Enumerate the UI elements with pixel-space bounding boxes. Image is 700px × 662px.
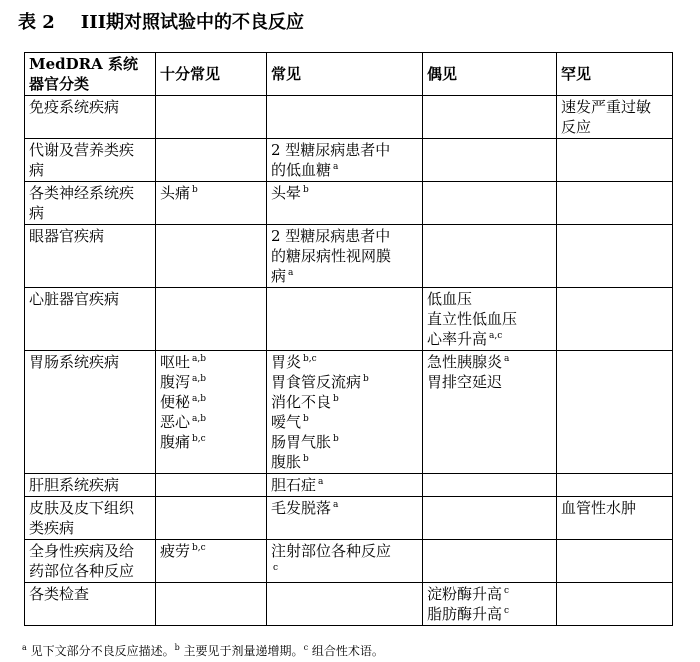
reaction-item (427, 372, 552, 392)
table-footnote (22, 642, 384, 659)
footnote-marker: a (22, 643, 27, 652)
table-row (25, 225, 673, 288)
table-title (18, 8, 304, 34)
reaction-item (160, 183, 262, 203)
table-number: 表 2 (18, 12, 55, 33)
cell-uncommon (423, 225, 557, 288)
footnote-marker: a (288, 268, 294, 278)
cell-common (267, 351, 423, 474)
reaction-item (427, 584, 552, 604)
reaction-text: 疲劳 (160, 542, 191, 560)
table-row (25, 96, 673, 139)
footnote-marker: c (504, 586, 510, 596)
reaction-item (271, 226, 418, 246)
soc-text: 药部位各种反应 (29, 562, 135, 580)
soc-text: 类疾病 (29, 519, 75, 537)
cell-common (267, 497, 423, 540)
header-common: 常见 (267, 53, 423, 96)
footnote-marker: b,c (303, 354, 317, 364)
reaction-item (561, 498, 668, 518)
cell-rare (557, 583, 673, 626)
cell-very-common (156, 540, 267, 583)
reaction-text: 腹胀 (271, 453, 302, 471)
reaction-item (160, 372, 262, 392)
cell-uncommon (423, 497, 557, 540)
reaction-text: 腹痛 (160, 433, 191, 451)
reaction-text: 胃食管反流病 (271, 373, 362, 391)
reaction-text: 的低血糖 (271, 161, 332, 179)
soc-text: 眼器官疾病 (29, 227, 105, 245)
cell-uncommon (423, 288, 557, 351)
reaction-text: 淀粉酶升高 (427, 585, 503, 603)
reaction-text: 2 型糖尿病患者中 (271, 141, 391, 159)
cell-rare (557, 139, 673, 182)
cell-very-common (156, 225, 267, 288)
footnote-marker: a (333, 500, 339, 510)
cell-soc (25, 288, 156, 351)
reaction-text: 注射部位各种反应 (271, 542, 392, 560)
footnote-marker: b (192, 185, 198, 195)
cell-soc (25, 351, 156, 474)
cell-uncommon (423, 474, 557, 497)
cell-very-common (156, 288, 267, 351)
footnote-marker: a,b (192, 354, 207, 364)
table-row (25, 474, 673, 497)
reaction-text: 脂肪酶升高 (427, 605, 503, 623)
cell-soc (25, 474, 156, 497)
footnote-text: 组合性术语。 (308, 644, 384, 658)
soc-text: 心脏器官疾病 (29, 290, 120, 308)
cell-common (267, 139, 423, 182)
footnote-text: 见下文部分不良反应描述。 (26, 644, 175, 658)
footnote-marker: a,b (192, 374, 207, 384)
reaction-item (271, 452, 418, 472)
footnote-marker: b (333, 394, 339, 404)
reaction-text: 嗳气 (271, 413, 302, 431)
reaction-text: 便秘 (160, 393, 191, 411)
header-very-common: 十分常见 (156, 53, 267, 96)
reaction-item (271, 475, 418, 495)
reaction-item (271, 372, 418, 392)
soc-text: 各类检查 (29, 585, 90, 603)
header-soc-line: 系统器官分类 (29, 55, 138, 93)
cell-uncommon (423, 182, 557, 225)
reaction-text: 头痛 (160, 184, 191, 202)
reaction-item (271, 352, 418, 372)
footnote-marker: a (504, 354, 510, 364)
reaction-text: 消化不良 (271, 393, 332, 411)
reaction-item (271, 160, 418, 180)
footnote-marker: b,c (192, 434, 206, 444)
cell-uncommon (423, 96, 557, 139)
table-caption: III期对照试验中的不良反应 (80, 12, 305, 33)
cell-common (267, 182, 423, 225)
reaction-item (561, 97, 668, 117)
soc-text: 病 (29, 204, 45, 222)
cell-common (267, 288, 423, 351)
reaction-text: 的糖尿病性视网膜 (271, 247, 392, 265)
reaction-text: 速发严重过敏 (561, 98, 652, 116)
soc-text: 全身性疾病及给 (29, 542, 135, 560)
footnote-marker: b (174, 643, 180, 652)
cell-rare (557, 497, 673, 540)
cell-rare (557, 182, 673, 225)
cell-rare (557, 225, 673, 288)
reaction-item (160, 412, 262, 432)
reaction-item (271, 412, 418, 432)
footnote-marker: b (303, 454, 309, 464)
reaction-text: 头晕 (271, 184, 302, 202)
footnote-marker: b (363, 374, 369, 384)
cell-common (267, 474, 423, 497)
cell-common (267, 225, 423, 288)
reaction-text: 2 型糖尿病患者中 (271, 227, 391, 245)
table-row (25, 139, 673, 182)
reaction-item (561, 117, 668, 137)
cell-very-common (156, 96, 267, 139)
footnote-marker: b (303, 185, 309, 195)
reaction-text: 胃炎 (271, 353, 302, 371)
cell-common (267, 96, 423, 139)
footnote-marker: b (303, 414, 309, 424)
footnote-marker: c (273, 563, 279, 573)
cell-soc (25, 497, 156, 540)
cell-common (267, 583, 423, 626)
table-row (25, 182, 673, 225)
footnote-text: 主要见于剂量递增期。 (179, 644, 304, 658)
reaction-text: 血管性水肿 (561, 499, 637, 517)
cell-common (267, 540, 423, 583)
cell-uncommon (423, 540, 557, 583)
reaction-item (271, 246, 418, 266)
footnote-marker: b,c (192, 543, 206, 553)
cell-soc (25, 139, 156, 182)
reaction-text: 低血压 (427, 290, 473, 308)
footnote-marker: a (333, 162, 339, 172)
reaction-item (160, 432, 262, 452)
reaction-item (271, 392, 418, 412)
reaction-text: 腹泻 (160, 373, 191, 391)
reaction-item (427, 289, 552, 309)
cell-very-common (156, 351, 267, 474)
reaction-item (271, 183, 418, 203)
table-row (25, 288, 673, 351)
table-row (25, 583, 673, 626)
reaction-text: 反应 (561, 118, 592, 136)
reaction-item (271, 498, 418, 518)
cell-rare (557, 351, 673, 474)
reaction-text: 心率升高 (427, 330, 488, 348)
cell-rare (557, 288, 673, 351)
table-row (25, 351, 673, 474)
cell-uncommon (423, 583, 557, 626)
footnote-marker: a,b (192, 414, 207, 424)
table-row (25, 497, 673, 540)
cell-very-common (156, 497, 267, 540)
reaction-item (271, 266, 418, 286)
soc-text: 代谢及营养类疾 (29, 141, 135, 159)
adverse-reactions-table (24, 52, 673, 626)
footnote-marker: a,c (489, 331, 503, 341)
reaction-item (160, 392, 262, 412)
soc-text: 免疫系统疾病 (29, 98, 120, 116)
reaction-item (427, 329, 552, 349)
cell-rare (557, 474, 673, 497)
footnote-marker: c (303, 643, 309, 652)
cell-soc (25, 540, 156, 583)
reaction-item (271, 432, 418, 452)
reaction-text: 恶心 (160, 413, 191, 431)
reaction-text: 呕吐 (160, 353, 191, 371)
cell-rare (557, 540, 673, 583)
header-uncommon: 偶见 (423, 53, 557, 96)
footnote-marker: b (333, 434, 339, 444)
reaction-text: 胆石症 (271, 476, 317, 494)
soc-text: 各类神经系统疾 (29, 184, 135, 202)
table-body (25, 96, 673, 626)
cell-very-common (156, 182, 267, 225)
table-header-row (25, 53, 673, 96)
cell-soc (25, 96, 156, 139)
reaction-text: 急性胰腺炎 (427, 353, 503, 371)
soc-text: 皮肤及皮下组织 (29, 499, 135, 517)
cell-rare (557, 96, 673, 139)
reaction-item (427, 309, 552, 329)
reaction-text: 毛发脱落 (271, 499, 332, 517)
cell-very-common (156, 583, 267, 626)
reaction-item (427, 604, 552, 624)
reaction-item (271, 561, 418, 581)
table-row (25, 540, 673, 583)
reaction-item (427, 352, 552, 372)
footnote-marker: a,b (192, 394, 207, 404)
cell-uncommon (423, 139, 557, 182)
reaction-item (160, 352, 262, 372)
cell-uncommon (423, 351, 557, 474)
soc-text: 病 (29, 161, 45, 179)
header-soc (25, 53, 156, 96)
reaction-text: 胃排空延迟 (427, 373, 503, 391)
reaction-text: 直立性低血压 (427, 310, 518, 328)
footnote-marker: a (318, 477, 324, 487)
soc-text: 胃肠系统疾病 (29, 353, 120, 371)
reaction-text: 肠胃气胀 (271, 433, 332, 451)
reaction-text: 病 (271, 267, 287, 285)
soc-text: 肝胆系统疾病 (29, 476, 120, 494)
header-rare: 罕见 (557, 53, 673, 96)
reaction-item (271, 541, 418, 561)
cell-soc (25, 182, 156, 225)
cell-soc (25, 225, 156, 288)
cell-very-common (156, 139, 267, 182)
cell-soc (25, 583, 156, 626)
reaction-item (160, 541, 262, 561)
cell-very-common (156, 474, 267, 497)
reaction-item (271, 140, 418, 160)
footnote-marker: c (504, 606, 510, 616)
header-soc-line: MedDRA (29, 55, 103, 73)
